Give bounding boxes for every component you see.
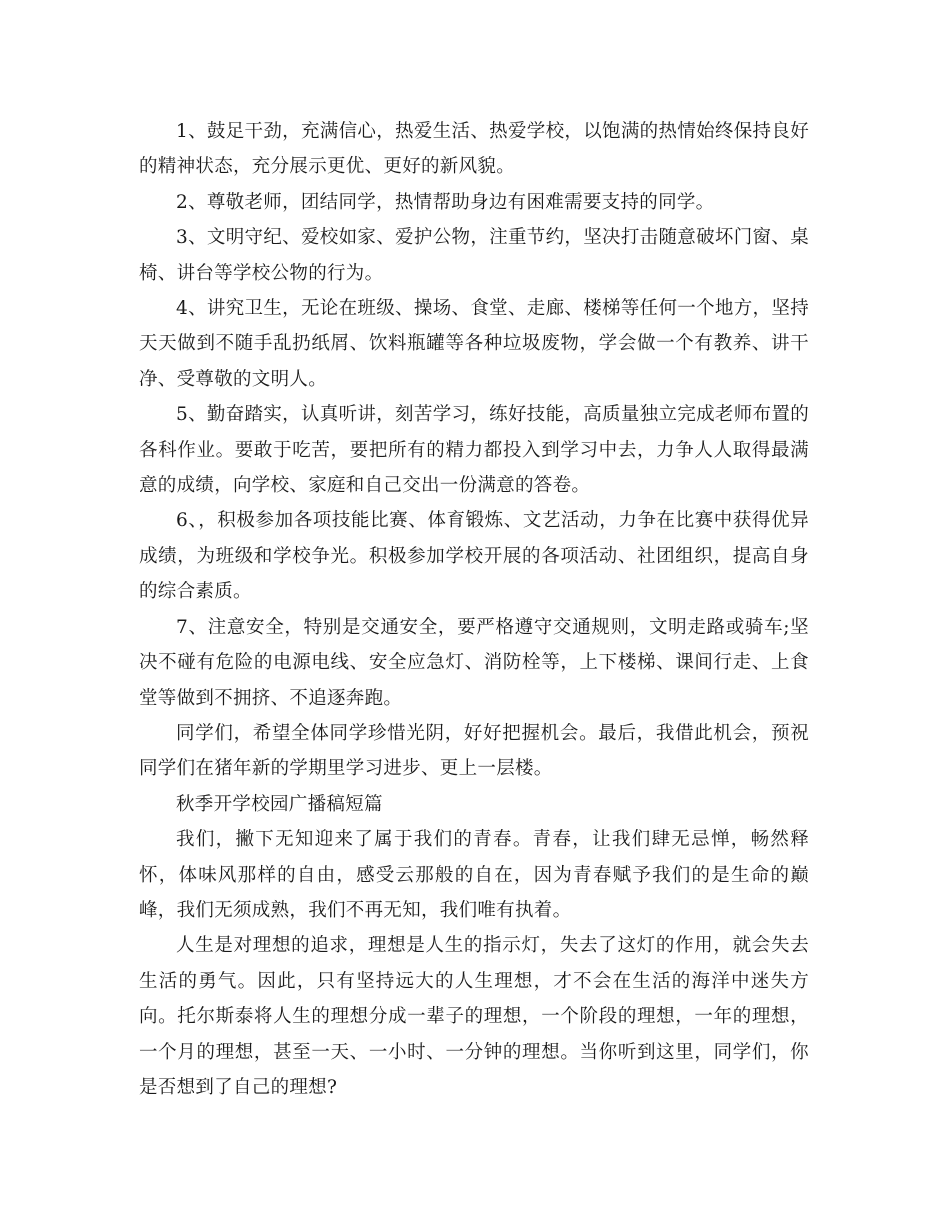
paragraph-item-1: 1、鼓足干劲，充满信心，热爱生活、热爱学校，以饱满的热情始终保持良好的精神状态，充分展示更优、更好的新风貌。 — [139, 121, 809, 178]
paragraph-item-4: 4、讲究卫生，无论在班级、操场、食堂、走廊、楼梯等任何一个地方，坚持天天做到不随手乱扔纸屑、饮料瓶罐等各种垃圾废物，学会做一个有教养、讲干净、受尊敬的文明人。 — [139, 298, 809, 390]
closing-paragraph: 同学们，希望全体同学珍惜光阴，好好把握机会。最后，我借此机会，预祝同学们在猪年新的学期里学习进步、更上一层楼。 — [139, 722, 809, 780]
body-paragraph-ideals: 人生是对理想的追求，理想是人生的指示灯，失去了这灯的作用，就会失去生活的勇气。因此，只有坚持远大的人生理想，才不会在生活的海洋中迷失方向。托尔斯泰将人生的理想分成一辈子的理想，一个阶段的理想，一年的理想，一个月的理想，甚至一天、一小时、一分钟的理想。当你听到这里，同学们，你是否想到了自己的理想? — [139, 935, 809, 1098]
paragraph-item-7: 7、注意安全，特别是交通安全，要严格遵守交通规则，文明走路或骑车;坚决不碰有危险的电源电线、安全应急灯、消防栓等，上下楼梯、课间行走、上食堂等做到不拥挤、不追逐奔跑。 — [139, 616, 809, 709]
paragraph-item-6: 6、，积极参加各项技能比赛、体育锻炼、文艺活动，力争在比赛中获得优异成绩，为班级和学校争光。积极参加学校开展的各项活动、社团组织，提高自身的综合素质。 — [139, 510, 809, 603]
body-paragraph-youth: 我们，撇下无知迎来了属于我们的青春。青春，让我们肆无忌惮，畅然释怀，体味风那样的自由，感受云那般的自在，因为青春赋予我们的是生命的巅峰，我们无须成熟，我们不再无知，我们唯有执着。 — [139, 829, 809, 921]
paragraph-item-3: 3、文明守纪、爱校如家、爱护公物，注重节约，坚决打击随意破坏门窗、桌椅、讲台等学校公物的行为。 — [139, 227, 809, 284]
paragraph-item-2: 2、尊敬老师，团结同学，热情帮助身边有困难需要支持的同学。 — [176, 191, 715, 213]
document-body — [139, 114, 809, 1105]
paragraph-item-5: 5、勤奋踏实，认真听讲，刻苦学习，练好技能，高质量独立完成老师布置的各科作业。要敢于吃苦，要把所有的精力都投入到学习中去，力争人人取得最满意的成绩，向学校、家庭和自己交出一份满意的答卷。 — [139, 404, 809, 497]
section-title: 秋季开学校园广播稿短篇 — [176, 793, 383, 815]
